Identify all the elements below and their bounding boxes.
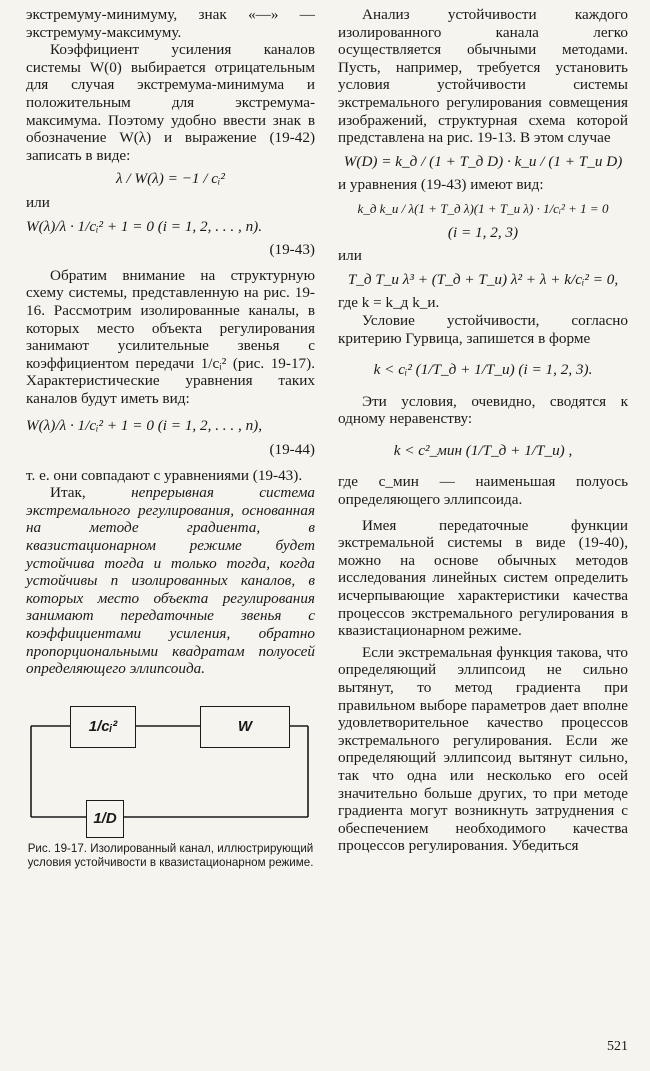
equation-text: W(λ)/λ · 1/cᵢ² + 1 = 0 (i = 1, 2, . . . , n). xyxy=(26,217,263,235)
plant-block xyxy=(200,706,290,748)
equation-number: (19-43) xyxy=(269,241,315,259)
text-or: или xyxy=(26,193,50,211)
equation-text: λ / W(λ) = −1 / cᵢ² xyxy=(116,170,225,188)
block-label: W xyxy=(237,717,253,735)
paragraph: где k = k_д k_и. xyxy=(338,294,440,312)
equation xyxy=(338,200,628,218)
equation xyxy=(26,417,315,435)
paragraph: Эти условия, очевидно, сводятся к одному неравенству: xyxy=(338,392,628,428)
equation xyxy=(26,170,315,188)
block-label: 1/cᵢ² xyxy=(88,717,118,735)
equation-text: k < c²_мин (1/T_д + 1/T_и) , xyxy=(393,441,573,459)
equation-text: W(D) = k_д / (1 + T_д D) · k_и / (1 + T_и D) xyxy=(343,152,623,170)
left-column xyxy=(26,6,315,870)
equation-text: T_д T_и λ³ + (T_д + T_и) λ² + λ + k/cᵢ² = 0, xyxy=(347,270,619,288)
equation xyxy=(338,361,628,379)
block-diagram xyxy=(26,690,315,840)
integrator-block xyxy=(86,800,124,838)
text-or: или xyxy=(338,247,362,265)
paragraph: где c_мин — наименьшая полуось определяющего эллипсоида. xyxy=(338,473,628,509)
paragraph: Если экстремальная функция такова, что определяющий эллипсоид не сильно вытянут, то метод градиента при правильном выборе параметров дает вполне удовлетворительное качество процессов экстремального регулирования. Если же определяющий эллипсоид вытянут сильно, так что одна или несколько его осей значительно больше других, то при методе градиента могут возникнуть затруднения с обеспечением необходимого качества процессов регулирования. Убедиться xyxy=(338,643,628,855)
paragraph: Коэффициент усиления каналов системы W(0) выбирается отрицательным для случая экстремума-минимума и положительным для экстремума-максимума. Поэтому удобно ввести знак в обозначение W(λ) и выражение (19-42) записать в виде: xyxy=(26,41,315,164)
paragraph xyxy=(26,484,315,678)
paragraph-lead: Итак, xyxy=(50,484,132,502)
figure-caption: Рис. 19-17. Изолированный канал, иллюстрирующий условия устойчивости в квазистационарном режиме. xyxy=(27,841,314,869)
equation-text: k < cᵢ² (1/T_д + 1/T_и) (i = 1, 2, 3). xyxy=(373,361,593,379)
equation xyxy=(338,224,628,242)
page-number: 521 xyxy=(607,1039,628,1054)
equation-number: (19-44) xyxy=(269,441,315,459)
right-column xyxy=(338,6,628,855)
paragraph: и уравнения (19-43) имеют вид: xyxy=(338,176,544,194)
equation xyxy=(26,218,315,236)
equation-text: W(λ)/λ · 1/cᵢ² + 1 = 0 (i = 1, 2, . . . , n), xyxy=(26,417,263,435)
equation xyxy=(338,442,628,460)
paragraph: Анализ устойчивости каждого изолированного канала легко осуществляется обычными методами. Пусть, например, требуется установить условия устойчивости системы экстремального регулирования совмещения изображений, структурная схема которой представлена на рис. 19-13. В этом случае xyxy=(338,6,628,147)
block-label: 1/D xyxy=(93,809,117,827)
paragraph-italic: непрерывная система экстремального регулирования, основанная на методе градиента, в квазистационарном режиме будет устойчива тогда и только тогда, когда устойчивы n изолированных каналов, в которых место объекта регулирования занимают передаточные звенья с коэффициентами усиления, обратно пропорциональными квадратам полуосей определяющего эллипсоида. xyxy=(26,484,315,678)
gain-block xyxy=(70,706,136,748)
paragraph: экстремуму-минимуму, знак «—» — экстремуму-максимуму. xyxy=(26,6,315,41)
equation-condition: (i = 1, 2, 3) xyxy=(447,223,519,241)
equation-text: k_д k_и / λ(1 + T_д λ)(1 + T_и λ) · 1/cᵢ² + 1 = 0 xyxy=(357,200,609,216)
equation xyxy=(338,271,628,289)
paragraph: т. е. они совпадают с уравнениями (19-43). xyxy=(26,466,303,484)
paragraph: Имея передаточные функции экстремальной системы в виде (19-40), можно на основе обычных методов исследования линейных систем определить исчерпывающие характеристики качества процессов экстремального регулирования в квазистационарном режиме. xyxy=(338,516,628,640)
paragraph: Условие устойчивости, согласно критерию Гурвица, запишется в форме xyxy=(338,311,628,347)
equation xyxy=(338,153,628,171)
paragraph: Обратим внимание на структурную схему системы, представленную на рис. 19-16. Рассмотрим изолированные каналы, в которых место объекта регулирования занимают усилительные звенья с коэффициентом передачи 1/cᵢ² (рис. 19-17). Характеристические уравнения таких каналов будут иметь вид: xyxy=(26,266,315,407)
